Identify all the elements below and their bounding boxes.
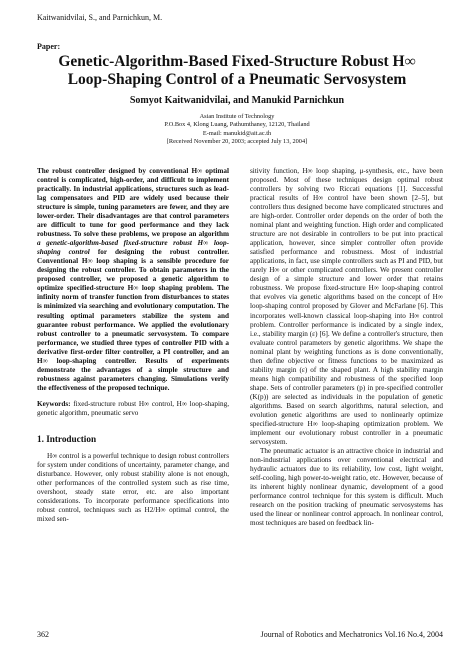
title-line-2: Loop-Shaping Control of a Pneumatic Servosystem [67, 71, 407, 88]
section-heading-introduction: 1. Introduction [37, 433, 97, 444]
paper-title [30, 53, 444, 89]
affiliation-line: E-mail: manukid@ait.ac.th [202, 129, 272, 137]
abstract [37, 167, 229, 393]
journal-citation: Journal of Robotics and Mechatronics Vol.16 No.4, 2004 [260, 630, 443, 639]
abstract-text-a: The robust controller designed by conventional H∞ optimal control is complicated, high-order, and difficult to implement practically. In industrial applications, structures such as lead-lag compensators and PID are widely used because their structure is simple, tuning parameters are fewer, and they are lower-order. Their disadvantages are that control parameters are difficult to tune for good performance and they lack robustness. To solve these problems, we propose an algorithm [37, 167, 229, 239]
left-column [37, 167, 229, 524]
page-number: 362 [37, 630, 49, 639]
running-head: Kaitwanidvilai, S., and Parnichkun, M. [37, 13, 163, 22]
paper-label: Paper: [37, 42, 61, 51]
affiliation [30, 113, 444, 147]
received-dates: [Received November 20, 2003; accepted July 13, 2004] [166, 138, 308, 146]
abstract-emphasis: a genetic-algorithm-based fixed-structure robust H∞ loop-shaping control [37, 239, 229, 257]
body-paragraph-1: sitivity function, H∞ loop shaping, μ-synthesis, etc., have been proposed. Most of these techniques design optimal robust controllers by solving two Riccati equations [1]. Successful practical results of H∞ control have been shown [2–5], but controllers thus designed become have complicated structures and are high-order. Controller order depends on the order of both the nominal plant and weighting function. High order and complicated structure are not desirable in controllers to be put into practical application, however, since simpler controller often provide satisfied performance and robustness. Most of industrial applications, in fact, use simple controllers such as PI and PID, but rarely H∞ or other complicated controllers. We present controller design of a simple structure and lower order that retains robustness. We propose fixed-structure H∞ loop-shaping control that evolves via genetic algorithms based on the concept of H∞ loop-shaping control proposed by Glover and McFarlane [6]. This incorporates well-known classical loop-shaping into H∞ control problem. Controller performance is indicated by a single index, i.e., stability margin (ε) [6]. We define a controller's structure, then evaluate control parameters by genetic algorithms. We shape the nominal plant by weighting functions as is done conventionally, then define objective or fitness functions to be maximized as stability margin (ε) of the shaped plant. A high stability margin means high compatibility and robustness of the specified loop shape. Sets of controller parameters (p) in pre-specified controller (K(p)) are selected as individuals in the population of genetic algorithms. Based on search algorithms, natural selection, and evolution genetic algorithms are used to nonlinearly optimize specified-structure H∞ loop-shaping optimization problem. We implement our evolutionary robust controller in a pneumatic servosystem. [250, 167, 443, 446]
body-paragraph-2: The pneumatic actuator is an attractive choice in industrial and non-industrial applications over conventional electrical and hydraulic actuators due to its reliability, low cost, light weight, self-cooling, high power-to-weight ratio, etc. However, because of its inherent highly nonlinear dynamic, development of a good performance control technique for this system is difficult. Much research on the position tracking of pneumatic servosystems has used the linear or nonlinear control approach. In nonlinear control, most techniques are based on feedback lin- [250, 446, 443, 528]
keywords [37, 400, 229, 418]
abstract-text-b: for designing the robust controller. Conventional H∞ loop shaping is a sensible procedure for designing the robust controller. To obtain parameters in the proposed controller, we proposed a genetic algorithm to optimize specified-structure H∞ loop shaping problem. The infinity norm of transfer function from disturbances to states is minimized via searching and evolutionary computation. The resulting optimal parameters stabilize the system and guarantee robust performance. We applied the evolutionary robust controller to a pneumatic servosystem. To compare performance, we studied three types of controller PID with a derivative first-order filter controller, a PI controller, and an H∞ loop-shaping controller. Results of experiments demonstrate the advantages of a simple structure and robustness against parameters changing. Simulations verify the effectiveness of the proposed technique. [37, 248, 229, 392]
keywords-text: fixed-structure robust H∞ control, H∞ loop-shaping, genetic algorithm, pneumatic servo [37, 399, 229, 417]
title-line-1: Genetic-Algorithm-Based Fixed-Structure Robust H∞ [58, 53, 416, 70]
affiliation-line: Asian Institute of Technology [199, 113, 275, 120]
right-column [250, 167, 443, 528]
affiliation-line: P.O.Box 4, Klong Luang, Pathumthaney, 12120, Thailand [164, 121, 310, 129]
intro-paragraph: H∞ control is a powerful technique to design robust controllers for system under conditions of uncertainty, parameter change, and disturbance. However, only robust stability alone is not enough, other performances of the controlled system such as rise time, overshoot, steady state error, etc. are also important considerations. To incorporate performance specifications into robust control, techniques such as H2/H∞ optimal control, the mixed sen- [37, 451, 229, 524]
authors: Somyot Kaitwanidvilai, and Manukid Parnichkun [129, 95, 345, 106]
keywords-label: Keywords: [37, 399, 71, 408]
